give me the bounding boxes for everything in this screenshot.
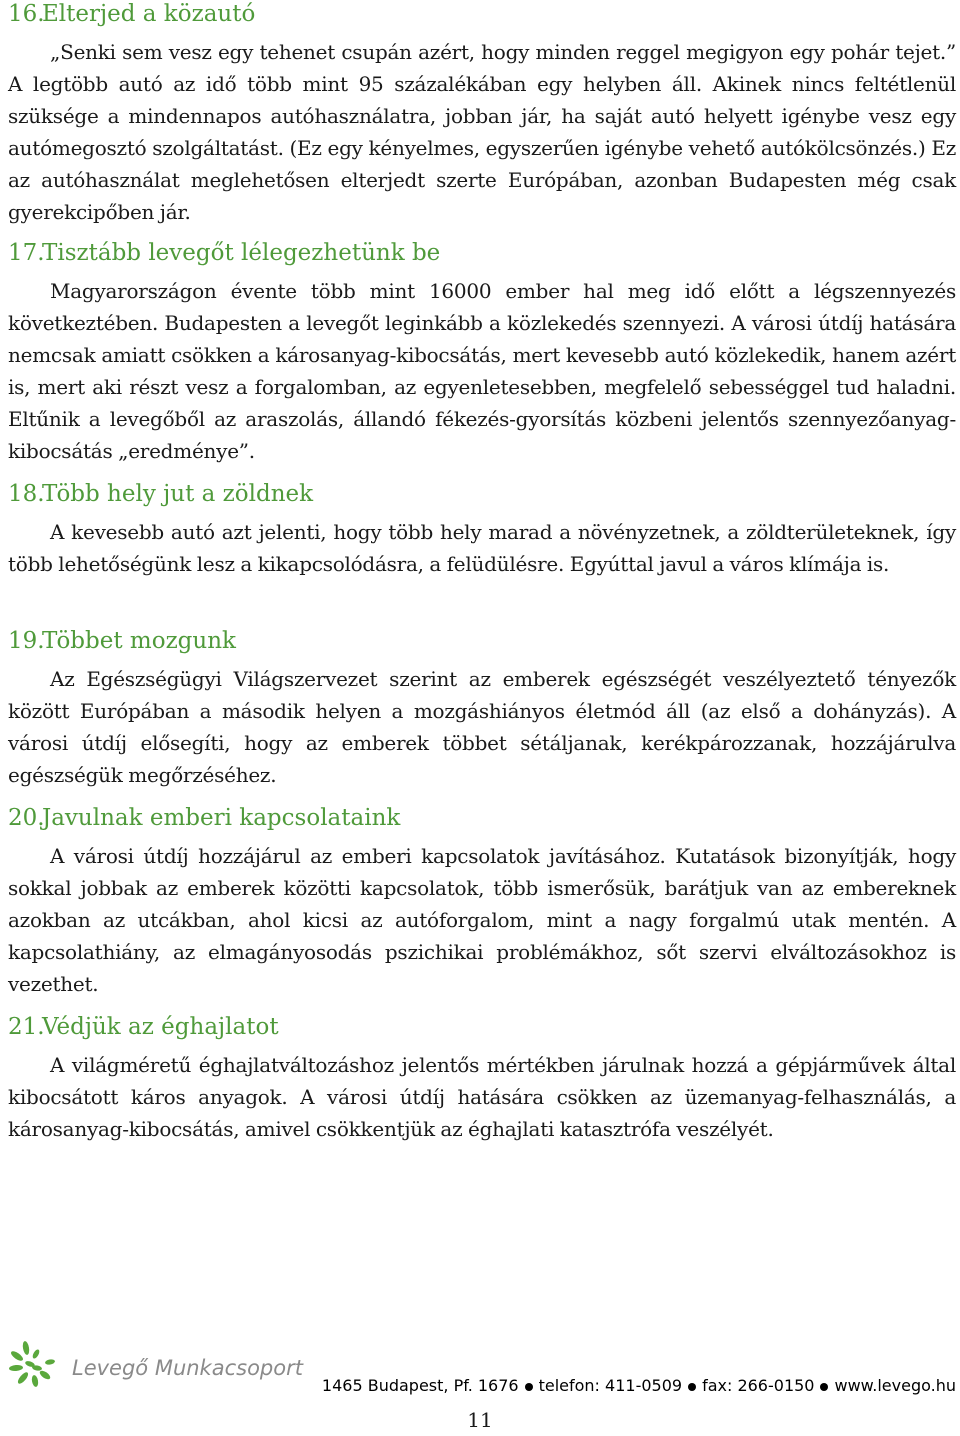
section-paragraph: A városi útdíj hozzájárul az emberi kapcsolatok javításához. Kutatások bizonyítják, hogy sokkal jobbak az emberek közötti kapcsolatok, több ismerősük, barátjuk van az embereknek azokban az utcákban, ahol kicsi az autóforgalom, mint a nagy forgalmú utak mentén. A kapcsolathiány, az elmagányosodás pszichikai problémákhoz, sőt szervi elváltozásokhoz is vezethet.	[8, 844, 956, 996]
section-16	[8, 0, 956, 228]
section-title: Javulnak emberi kapcsolataink	[42, 805, 401, 831]
organization-logo	[6, 1338, 306, 1388]
contact-website[interactable]: www.levego.hu	[834, 1376, 956, 1395]
leaf-spiral-icon	[6, 1338, 66, 1388]
logo-text: Levegő Munkacsoport	[72, 1356, 303, 1380]
section-number: 17.	[8, 240, 45, 266]
section-21	[8, 1013, 956, 1145]
section-paragraph: A világméretű éghajlatváltozáshoz jelentős mértékben járulnak hozzá a gépjárművek által kibocsátott káros anyagok. A városi útdíj hatására csökken az üzemanyag-felhasználás, a károsanyag-kibocsátás, amivel csökkentjük az éghajlati katasztrófa veszélyét.	[8, 1053, 956, 1141]
bullet-separator-icon	[525, 1383, 533, 1391]
section-heading	[8, 480, 956, 508]
section-title: Elterjed a közautó	[42, 1, 256, 27]
section-paragraph: Az Egészségügyi Világszervezet szerint az emberek egészségét veszélyeztető tényezők között Európában a második helyen a mozgáshiányos életmód áll (az első a dohányzás). A városi útdíj elősegíti, hogy az emberek többet sétáljanak, kerékpározzanak, hozzájárulva egészségük megőrzéséhez.	[8, 667, 956, 787]
section-number: 16.	[8, 1, 45, 27]
section-17	[8, 239, 956, 467]
section-title: Védjük az éghajlatot	[42, 1014, 279, 1040]
contact-address: 1465 Budapest, Pf. 1676	[321, 1376, 519, 1395]
section-heading	[8, 1013, 956, 1041]
section-18	[8, 480, 956, 580]
page-footer	[0, 1330, 960, 1436]
section-paragraph: Magyarországon évente több mint 16000 ember hal meg idő előtt a légszennyezés következtében. Budapesten a levegőt leginkább a közlekedés szennyezi. A városi útdíj hatására nemcsak amiatt csökken a károsanyag-kibocsátás, mert kevesebb autó közlekedik, hanem azért is, mert aki részt vesz a forgalomban, az egyenletesebben, megfelelő sebességgel tud haladni. Eltűnik a levegőből az araszolás, állandó fékezés-gyorsítás közbeni jelentős szennyezőanyag-kibocsátás „eredménye”.	[8, 279, 956, 463]
section-19	[8, 627, 956, 791]
section-20	[8, 804, 956, 1000]
page-number: 11	[467, 1408, 493, 1432]
bullet-separator-icon	[688, 1383, 696, 1391]
section-title: Több hely jut a zöldnek	[42, 481, 314, 507]
section-heading	[8, 0, 956, 28]
section-heading	[8, 627, 956, 655]
section-number: 20.	[8, 805, 45, 831]
section-title: Többet mozgunk	[42, 628, 236, 654]
contact-fax: fax: 266-0150	[702, 1376, 815, 1395]
section-number: 18.	[8, 481, 45, 507]
section-paragraph: A kevesebb autó azt jelenti, hogy több hely marad a növényzetnek, a zöldterületeknek, így több lehetőségünk lesz a kikapcsolódásra, a felüdülésre. Egyúttal javul a város klímája is.	[8, 520, 956, 576]
section-heading	[8, 239, 956, 267]
contact-phone: telefon: 411-0509	[538, 1376, 683, 1395]
bullet-separator-icon	[820, 1383, 828, 1391]
section-paragraph: „Senki sem vesz egy tehenet csupán azért, hogy minden reggel megigyon egy pohár tejet.” A legtöbb autó az idő több mint 95 százalékában egy helyben áll. Akinek nincs feltétlenül szüksége a mindennapos autóhasználatra, jobban jár, ha saját autó helyett igénybe vesz egy autómegosztó szolgáltatást. (Ez egy kényelmes, egyszerűen igénybe vehető autókölcsönzés.) Ez az autóhasználat meglehetősen elterjedt szerte Európában, azonban Budapesten még csak gyerekcipőben jár.	[8, 40, 956, 224]
contact-info	[322, 1376, 956, 1395]
section-title: Tisztább levegőt lélegezhetünk be	[42, 240, 441, 266]
section-heading	[8, 804, 956, 832]
section-number: 21.	[8, 1014, 45, 1040]
section-number: 19.	[8, 628, 45, 654]
